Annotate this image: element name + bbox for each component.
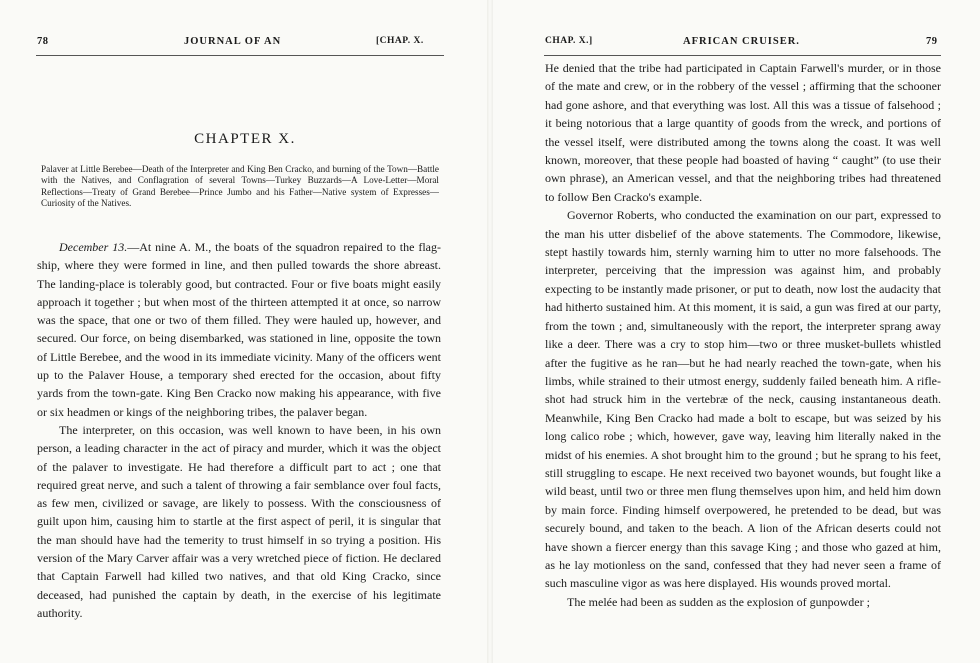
left-body-text [37, 238, 441, 622]
left-running-title: JOURNAL OF AN [184, 36, 282, 47]
right-page-number: 79 [926, 36, 938, 47]
paragraph: The melée had been as sudden as the explosion of gunpowder ; [567, 594, 870, 609]
paragraph-text: —At nine A. M., the boats of the squadron repaired to the flag-ship, where they were formed in line, and then pulled towards the shore abreast. The landing-place is tolerably good, but contracted. Four or five boats might easily approach it together ; but when most of the thirteen attempted it at once, so narrow was the space, that one or two of them filled. They were hauled up, however, and secured. Our force, on being disembarked, was stationed in line, opposite the town of Little Berebee, and the wood in its immediate vicinity. Many of the officers went up to the Palaver House, a temporary shed erected for the occasion, about fifty yards from the town-gate. King Ben Cracko now making his appearance, with five or six headmen or kings of the neighboring tribes, the palaver began. [37, 240, 441, 419]
right-running-chapter: CHAP. X.] [545, 36, 593, 46]
paragraph: He denied that the tribe had participated in Captain Farwell's murder, or in those of the mate and crew, or in the robbery of the vessel ; affirming that the schooner had gone ashore, and that everything was lost. All this was a tissue of falsehood ; it being notorious that a large quantity of goods from the wreck, and portions of the vessel itself, were distributed among the towns along the coast. It was well known, moreover, that these people had boasted of having “ caught” (to use their own phrase), an American vessel, and that the neighboring tribes had threatened to follow Ben Cracko's example. [545, 61, 941, 204]
paragraph: Governor Roberts, who conducted the examination on our part, expressed to the man his utter disbelief of the above statements. The Commodore, likewise, stept hastily towards him, sternly warning him to utter no more falsehoods. The interpreter, perceiving that the impression was against him, and probably expecting to be instantly made prisoner, or put to death, now lost the audacity that had hitherto sustained him. At this moment, it is said, a gun was fired at our party, from the town ; and, simultaneously with the report, the interpreter sprang away like a deer. There was a cry to stop him—two or three musket-bullets whistled after the fugitive as he ran—but he had nearly reached the town-gate, when his limbs, while strained to their utmost energy, suddenly failed beneath him. A rifle-shot had struck him in the vertebræ of the neck, causing instantaneous death. Meanwhile, King Ben Cracko had made a bolt to escape, but was seized by his long calico robe ; which, however, gave way, leaving him literally naked in the midst of his enemies. A shot brought him to the ground ; but he sprang to his feet, still struggling to escape. He next received two bayonet wounds, but fought like a wild beast, until two or three men flung themselves upon him, and held him down by main force. Finding himself overpowered, he pretended to be dead, but was securely bound, and taken to the beach. A lion of the African deserts could not have shown a fiercer energy than this savage King ; and those who gazed at him, as he lay motionless on the sand, confessed that they had never seen a frame of such masculine vigor as was here displayed. His wounds proved mortal. [545, 208, 941, 591]
left-page-number: 78 [37, 36, 49, 47]
right-page [490, 0, 980, 663]
right-running-title: AFRICAN CRUISER. [683, 36, 800, 47]
paragraph: The interpreter, on this occasion, was well known to have been, in his own person, a leading character in the act of piracy and murder, which it was the object of the palaver to investigate. He had therefore a difficult part to act ; one that required great nerve, and such a talent of throwing a fair semblance over foul facts, as few men, civilized or savage, are likely to possess. With the consciousness of guilt upon him, causing him to startle at the first aspect of peril, it is singular that the man should have had the temerity to trust himself in so trying a position. His version of the Mary Carver affair was a very wretched piece of fiction. He declared that Captain Farwell had killed two natives, and that old King Cracko, since deceased, had punished the captain by death, in the exercise of his legitimate authority. [37, 422, 441, 620]
paragraph [37, 238, 441, 421]
header-rule [36, 55, 444, 56]
left-running-chapter: [CHAP. X. [376, 36, 424, 46]
chapter-synopsis: Palaver at Little Berebee—Death of the Interpreter and King Ben Cracko, and burning of the Town—Battle with the Natives, and Conflagration of several Towns—Turkey Buzzards—A Love-Letter—Moral Reflections—Treaty of Grand Berebee—Prince Jumbo and his Father—Native system of Expresses—Curiosity of the Natives. [41, 164, 439, 209]
right-body-text [545, 59, 941, 611]
header-rule [544, 55, 941, 56]
dateline: December 13. [59, 240, 128, 254]
chapter-heading: CHAPTER X. [194, 131, 296, 147]
